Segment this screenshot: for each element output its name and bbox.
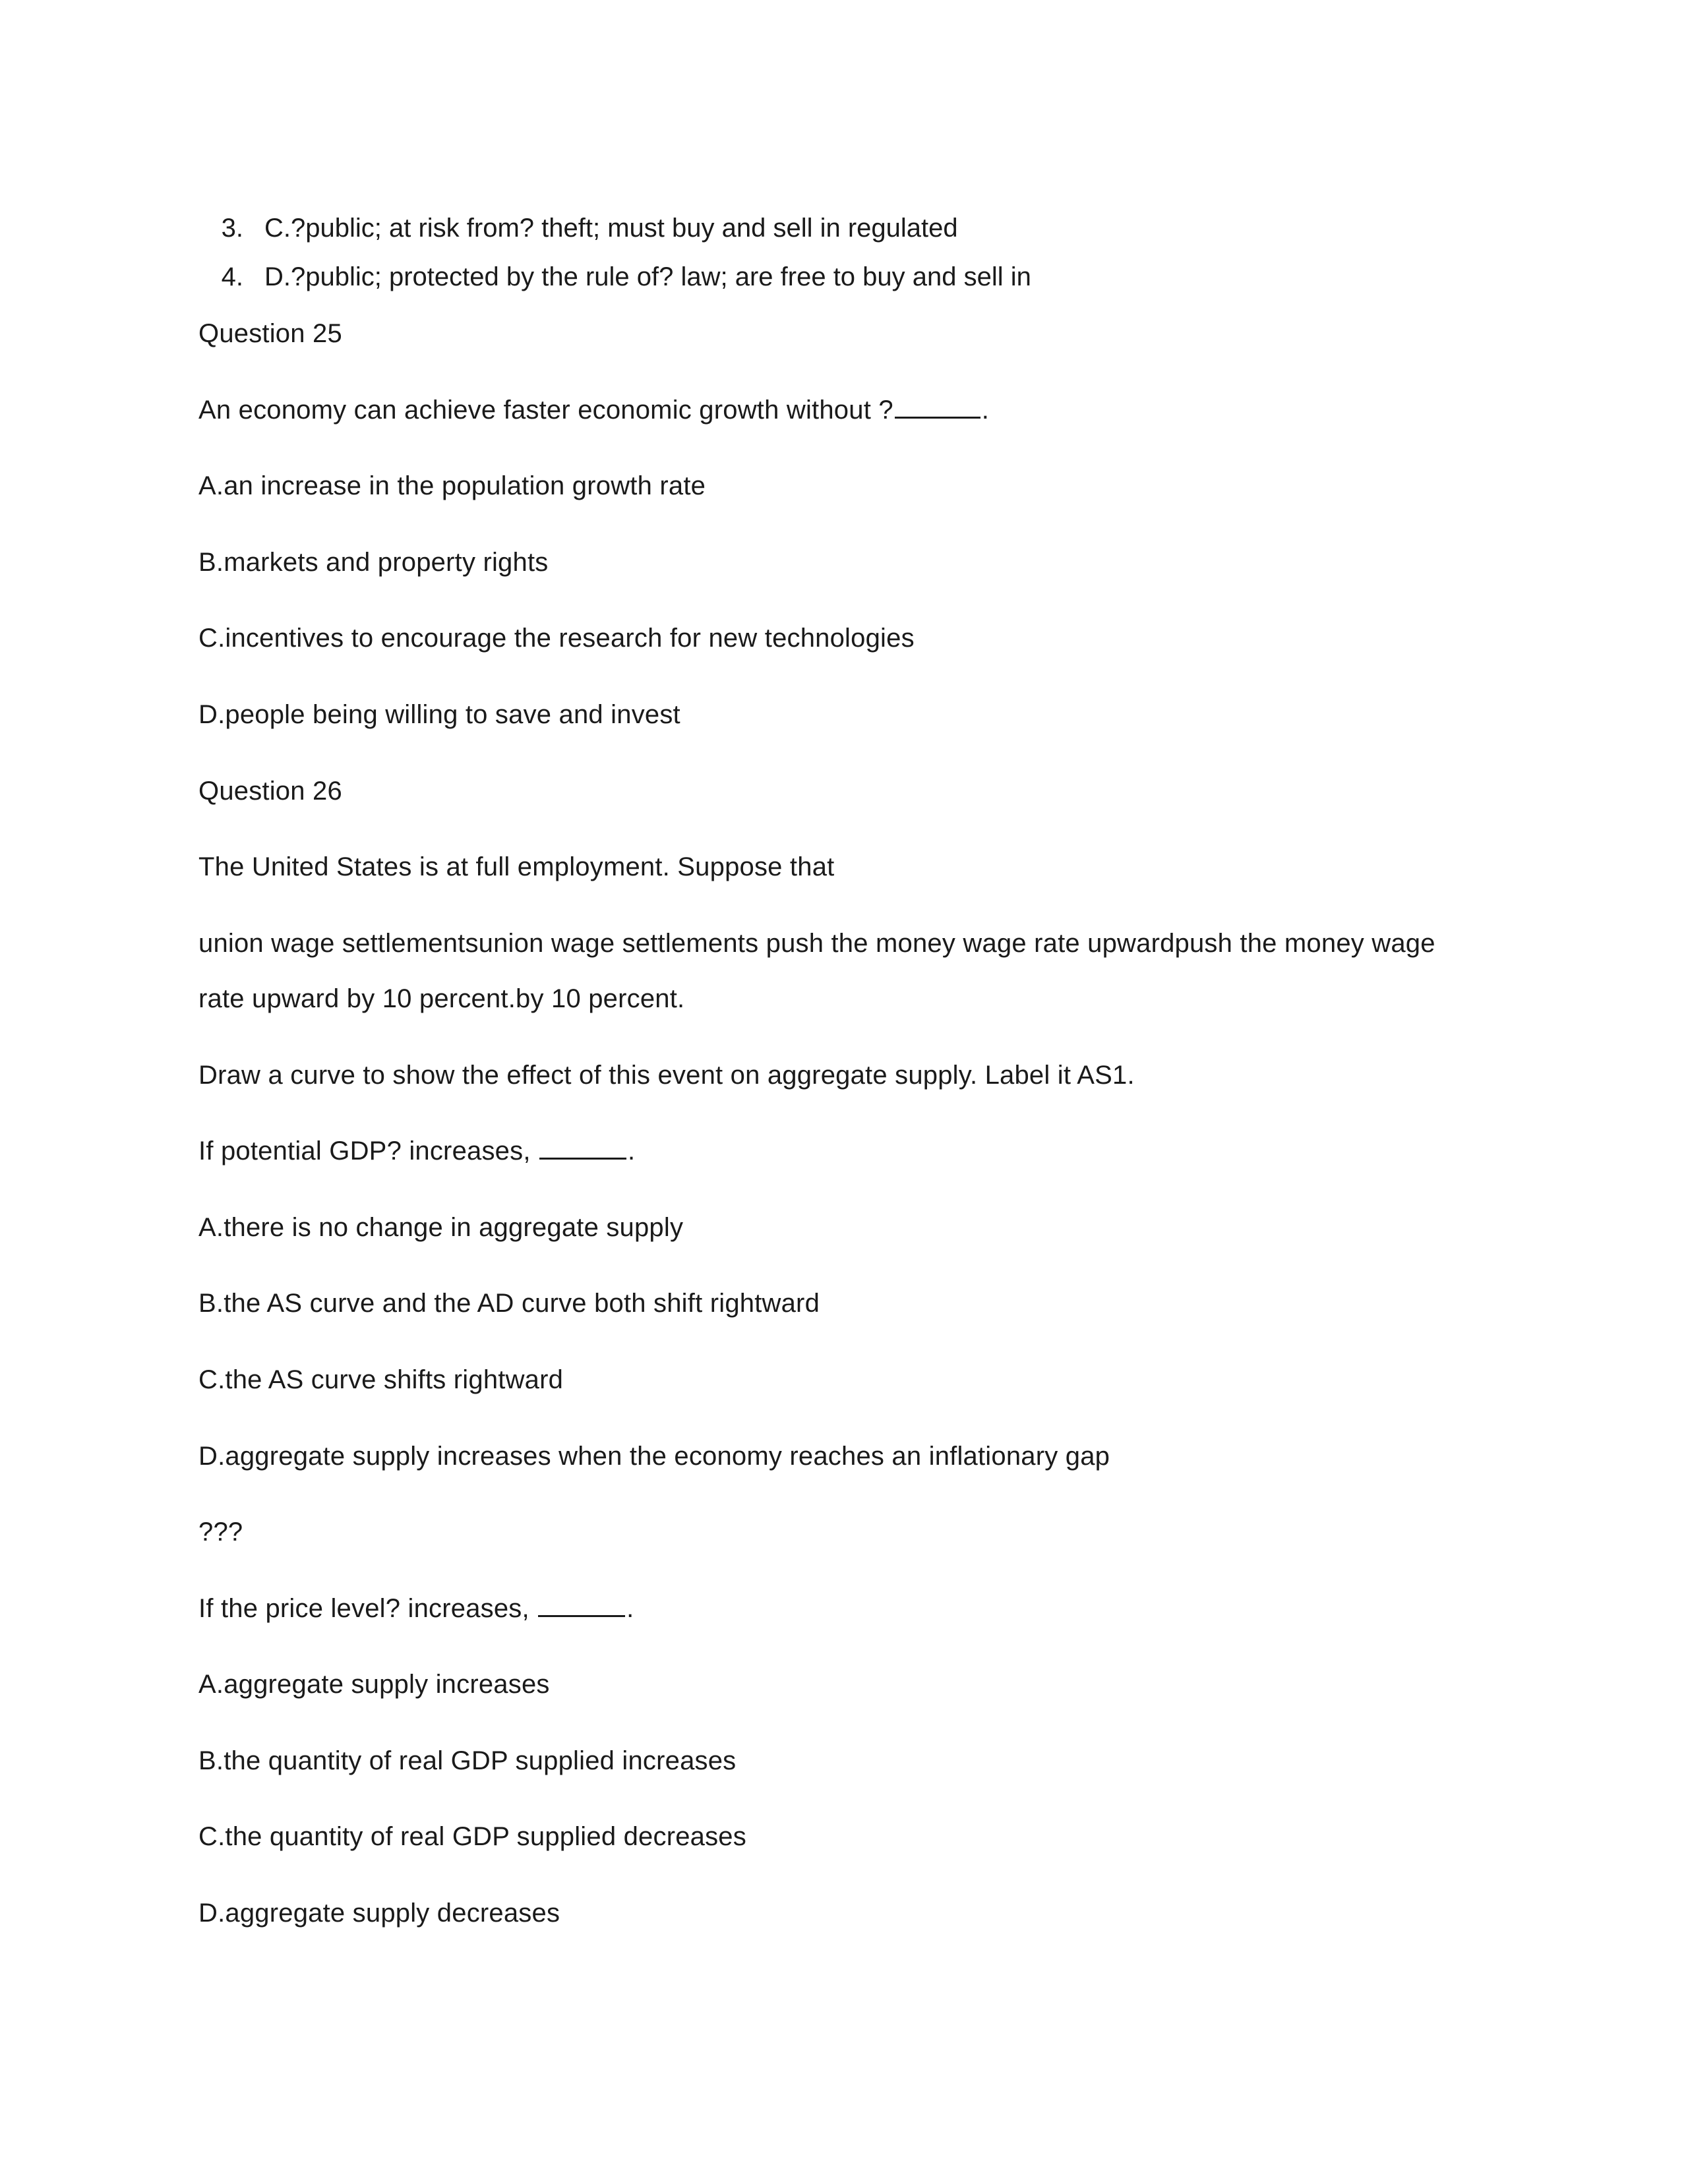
question-separator: ???: [198, 1518, 243, 1547]
option-number: 4.: [221, 262, 243, 291]
question-26-scenario-line-2: rate upward by 10 percent.by 10 percent.: [198, 984, 685, 1013]
question-26-part-1-option-a: A.there is no change in aggregate supply: [198, 1213, 684, 1242]
question-26-part-2-option-a: A.aggregate supply increases: [198, 1670, 550, 1699]
question-26-part-2-option-b: B.the quantity of real GDP supplied increases: [198, 1746, 737, 1775]
question-26-part-1-option-b: B.the AS curve and the AD curve both shift rightward: [198, 1289, 820, 1318]
question-25-option-c: C.incentives to encourage the research for new technologies: [198, 624, 915, 653]
numbered-option-3: [192, 212, 958, 244]
question-25-option-b: B.markets and property rights: [198, 548, 549, 577]
question-26-instruction: Draw a curve to show the effect of this event on aggregate supply. Label it AS1.: [198, 1061, 1135, 1090]
question-26-part-2-stem: [198, 1593, 634, 1624]
stem-end: .: [626, 1594, 634, 1623]
answer-blank: [539, 1138, 626, 1160]
question-26-part-2-option-c: C.the quantity of real GDP supplied decreases: [198, 1822, 746, 1851]
question-25-option-d: D.people being willing to save and invest: [198, 700, 680, 729]
numbered-option-4: [192, 261, 1031, 293]
stem-end: .: [981, 396, 990, 425]
question-26-part-2-option-d: D.aggregate supply decreases: [198, 1899, 560, 1928]
stem-text: An economy can achieve faster economic growth without ?: [198, 396, 893, 425]
question-25-stem: [198, 394, 989, 426]
stem-text: If the price level? increases,: [198, 1594, 537, 1623]
option-number: 3.: [221, 214, 243, 243]
option-text: C.?public; at risk from? theft; must buy and sell in regulated: [264, 214, 958, 243]
question-26-intro: The United States is at full employment. Suppose that: [198, 852, 835, 881]
answer-blank: [895, 397, 980, 419]
question-26-part-1-option-d: D.aggregate supply increases when the economy reaches an inflationary gap: [198, 1442, 1110, 1471]
stem-end: .: [627, 1136, 636, 1166]
question-26-part-1-stem: [198, 1135, 635, 1167]
question-26-heading: Question 26: [198, 777, 342, 806]
question-25-heading: Question 25: [198, 319, 342, 348]
question-26-part-1-option-c: C.the AS curve shifts rightward: [198, 1365, 564, 1394]
question-25-option-a: A.an increase in the population growth rate: [198, 471, 706, 500]
option-text: D.?public; protected by the rule of? law; are free to buy and sell in: [264, 262, 1031, 291]
stem-text: If potential GDP? increases,: [198, 1136, 538, 1166]
question-26-scenario-line-1: union wage settlementsunion wage settlements push the money wage rate upwardpush the money wage: [198, 929, 1435, 958]
answer-blank: [538, 1595, 625, 1617]
